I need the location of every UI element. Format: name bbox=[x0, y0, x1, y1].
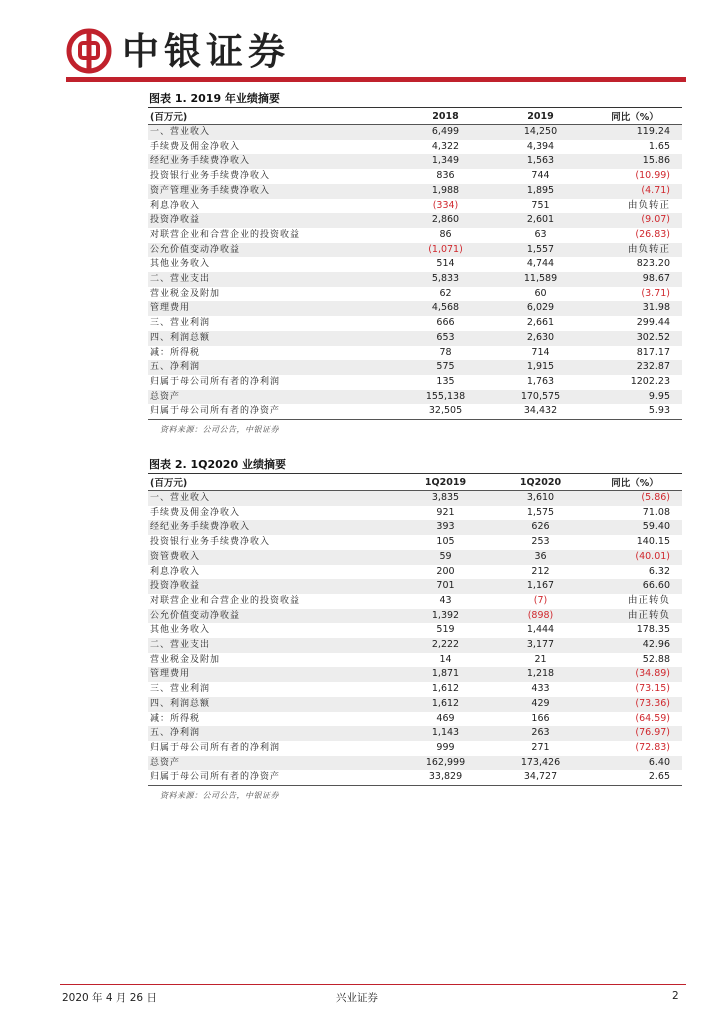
table1 bbox=[148, 108, 682, 420]
row-value-b: 1,557 bbox=[493, 243, 588, 258]
row-value-a: 162,999 bbox=[398, 756, 493, 771]
row-yoy: (72.83) bbox=[635, 741, 670, 753]
row-value-a: 666 bbox=[436, 317, 455, 329]
row-yoy: (73.15) bbox=[635, 683, 670, 695]
row-label: 手续费及佣金净收入 bbox=[150, 141, 241, 152]
row-value-b: 751 bbox=[531, 199, 550, 211]
row-value-b: 36 bbox=[493, 550, 588, 565]
row-label: 一、营业收入 bbox=[148, 491, 398, 506]
row-value-b: 433 bbox=[531, 683, 550, 695]
row-label: 公允价值变动净收益 bbox=[148, 609, 398, 624]
row-value-a: 4,322 bbox=[431, 140, 460, 152]
row-value-b: 1,915 bbox=[493, 360, 588, 375]
row-yoy: 1202.23 bbox=[630, 375, 670, 387]
row-yoy: 1.65 bbox=[648, 140, 670, 152]
table-row bbox=[148, 404, 682, 419]
table-row bbox=[148, 360, 682, 375]
table2-col-b: 1Q2020 bbox=[493, 474, 588, 491]
table2-col-yoy: 同比（%） bbox=[588, 474, 682, 491]
row-yoy: 2.65 bbox=[588, 770, 682, 785]
row-value-b: (7) bbox=[533, 594, 548, 606]
table-row bbox=[148, 770, 682, 785]
table-row bbox=[148, 609, 682, 624]
table-row bbox=[148, 301, 682, 316]
table-row bbox=[148, 243, 682, 258]
row-value-b: 2,630 bbox=[493, 331, 588, 346]
table-row bbox=[148, 594, 682, 609]
header-divider bbox=[66, 77, 686, 82]
row-label: 投资净收益 bbox=[148, 213, 398, 228]
row-yoy: (5.86) bbox=[588, 491, 682, 506]
row-value-b: 6,029 bbox=[493, 301, 588, 316]
table-row bbox=[148, 623, 682, 638]
row-value-a: 393 bbox=[398, 520, 493, 535]
row-value-b: 3,610 bbox=[493, 491, 588, 506]
table1-body bbox=[148, 125, 682, 420]
row-value-a: 3,835 bbox=[398, 491, 493, 506]
row-value-b: 2,601 bbox=[493, 213, 588, 228]
table2-col-unit: (百万元) bbox=[148, 474, 398, 491]
row-value-a: 4,568 bbox=[398, 301, 493, 316]
row-label: 资产管理业务手续费净收入 bbox=[148, 184, 398, 199]
row-value-a: (1,071) bbox=[398, 243, 493, 258]
table2-title: 图表 2. 1Q2020 业绩摘要 bbox=[148, 456, 682, 474]
table-row bbox=[148, 287, 682, 302]
table-row bbox=[148, 638, 682, 653]
table-row bbox=[148, 653, 682, 668]
table-row bbox=[148, 712, 682, 727]
row-label: 归属于母公司所有者的净利润 bbox=[150, 742, 281, 753]
row-value-a: 519 bbox=[436, 624, 455, 636]
table1-title: 图表 1. 2019 年业绩摘要 bbox=[148, 90, 682, 108]
row-yoy: (73.36) bbox=[588, 697, 682, 712]
row-label: 总资产 bbox=[148, 756, 398, 771]
row-value-a: 135 bbox=[436, 375, 455, 387]
row-label: 营业税金及附加 bbox=[150, 654, 221, 665]
table-row bbox=[148, 169, 682, 184]
row-value-a: 1,612 bbox=[431, 683, 460, 695]
row-value-a: 1,349 bbox=[398, 154, 493, 169]
row-value-b: 253 bbox=[531, 536, 550, 548]
row-value-b: 21 bbox=[534, 653, 547, 665]
row-label: 经纪业务手续费净收入 bbox=[148, 520, 398, 535]
row-label: 投资银行业务手续费净收入 bbox=[150, 537, 271, 548]
row-yoy: 由正转负 bbox=[588, 609, 682, 624]
row-value-b: 166 bbox=[531, 712, 550, 724]
footer-center-text: 兴业证券 bbox=[336, 992, 378, 1004]
row-value-b: 173,426 bbox=[493, 756, 588, 771]
row-label: 投资净收益 bbox=[148, 579, 398, 594]
row-value-b: 212 bbox=[531, 565, 550, 577]
table-row bbox=[148, 228, 682, 243]
row-value-b: 1,444 bbox=[526, 624, 555, 636]
row-label: 二、营业支出 bbox=[148, 638, 398, 653]
table-row bbox=[148, 726, 682, 741]
row-value-a: 701 bbox=[398, 579, 493, 594]
row-yoy: 42.96 bbox=[588, 638, 682, 653]
table-row bbox=[148, 125, 682, 140]
row-value-b: 34,727 bbox=[493, 770, 588, 785]
row-value-b: 4,744 bbox=[526, 258, 555, 270]
row-value-a: 514 bbox=[436, 258, 455, 270]
table1-col-unit: (百万元) bbox=[148, 108, 398, 125]
row-yoy: 6.32 bbox=[648, 565, 670, 577]
table1-source: 资料来源：公司公告，中银证券 bbox=[160, 425, 279, 435]
row-value-a: 999 bbox=[436, 741, 455, 753]
row-value-b: 170,575 bbox=[493, 390, 588, 405]
row-value-a: (334) bbox=[432, 199, 459, 211]
row-value-a: 105 bbox=[436, 536, 455, 548]
row-label: 归属于母公司所有者的净资产 bbox=[148, 404, 398, 419]
row-label: 对联营企业和合营企业的投资收益 bbox=[150, 229, 301, 240]
row-yoy: (76.97) bbox=[588, 726, 682, 741]
row-yoy: 52.88 bbox=[642, 653, 670, 665]
row-yoy: 98.67 bbox=[588, 272, 682, 287]
table2-body bbox=[148, 491, 682, 786]
row-value-b: (898) bbox=[493, 609, 588, 624]
table-row bbox=[148, 682, 682, 697]
table2-header-row bbox=[148, 474, 682, 491]
row-label: 投资银行业务手续费净收入 bbox=[150, 171, 271, 182]
row-value-a: 836 bbox=[436, 170, 455, 182]
row-value-b: 744 bbox=[531, 170, 550, 182]
table2-col-a: 1Q2019 bbox=[398, 474, 493, 491]
row-value-a: 6,499 bbox=[398, 125, 493, 140]
row-label: 其他业务收入 bbox=[150, 259, 211, 270]
row-yoy: 71.08 bbox=[642, 506, 670, 518]
row-yoy: 31.98 bbox=[588, 301, 682, 316]
footer-date: 2020 年 4 月 26 日 bbox=[62, 992, 157, 1004]
row-yoy: (9.07) bbox=[588, 213, 682, 228]
table-row bbox=[148, 199, 682, 214]
row-yoy: 178.35 bbox=[636, 624, 670, 636]
row-value-b: 714 bbox=[531, 346, 550, 358]
row-value-b: 1,895 bbox=[493, 184, 588, 199]
table-row bbox=[148, 756, 682, 771]
table-row bbox=[148, 667, 682, 682]
table-row bbox=[148, 550, 682, 565]
row-value-b: 271 bbox=[531, 741, 550, 753]
row-label: 归属于母公司所有者的净资产 bbox=[148, 770, 398, 785]
table-row bbox=[148, 140, 682, 155]
row-label: 二、营业支出 bbox=[148, 272, 398, 287]
row-yoy: 59.40 bbox=[588, 520, 682, 535]
row-label: 五、净利润 bbox=[148, 726, 398, 741]
row-label: 对联营企业和合营企业的投资收益 bbox=[150, 595, 301, 606]
row-yoy: 15.86 bbox=[588, 154, 682, 169]
brand-name: 中银证券 bbox=[122, 29, 290, 73]
page-number: 2 bbox=[672, 990, 679, 1002]
page-header bbox=[66, 26, 686, 82]
table1-section bbox=[148, 90, 682, 435]
table-row bbox=[148, 184, 682, 199]
row-value-a: 78 bbox=[439, 346, 452, 358]
row-yoy: 由负转正 bbox=[588, 243, 682, 258]
table-row bbox=[148, 257, 682, 272]
row-yoy: 817.17 bbox=[636, 346, 670, 358]
row-value-a: 155,138 bbox=[398, 390, 493, 405]
row-yoy: (3.71) bbox=[641, 287, 670, 299]
row-yoy: (26.83) bbox=[635, 228, 670, 240]
row-value-a: 1,612 bbox=[398, 697, 493, 712]
table-row bbox=[148, 506, 682, 521]
row-value-a: 14 bbox=[439, 653, 452, 665]
row-value-a: 575 bbox=[398, 360, 493, 375]
row-yoy: 6.40 bbox=[588, 756, 682, 771]
row-value-a: 33,829 bbox=[398, 770, 493, 785]
row-label: 归属于母公司所有者的净利润 bbox=[150, 376, 281, 387]
table-row bbox=[148, 565, 682, 580]
row-value-b: 263 bbox=[493, 726, 588, 741]
table-row bbox=[148, 213, 682, 228]
row-label: 利息净收入 bbox=[150, 200, 201, 211]
row-label: 利息净收入 bbox=[150, 566, 201, 577]
row-yoy: 232.87 bbox=[588, 360, 682, 375]
row-label: 手续费及佣金净收入 bbox=[150, 507, 241, 518]
row-value-b: 1,575 bbox=[526, 506, 555, 518]
row-label: 五、净利润 bbox=[148, 360, 398, 375]
row-value-b: 60 bbox=[534, 287, 547, 299]
table1-col-yoy: 同比（%） bbox=[588, 108, 682, 125]
row-label: 减：所得税 bbox=[150, 347, 201, 358]
row-value-b: 626 bbox=[493, 520, 588, 535]
row-label: 经纪业务手续费净收入 bbox=[148, 154, 398, 169]
row-value-a: 1,871 bbox=[398, 667, 493, 682]
row-label: 四、利润总额 bbox=[148, 697, 398, 712]
row-value-b: 1,167 bbox=[493, 579, 588, 594]
row-value-a: 62 bbox=[439, 287, 452, 299]
row-value-b: 1,218 bbox=[493, 667, 588, 682]
row-label: 营业税金及附加 bbox=[150, 288, 221, 299]
row-yoy: 299.44 bbox=[636, 317, 670, 329]
table2 bbox=[148, 474, 682, 786]
row-yoy: 66.60 bbox=[588, 579, 682, 594]
row-label: 三、营业利润 bbox=[150, 684, 211, 695]
row-yoy: 119.24 bbox=[588, 125, 682, 140]
row-value-a: 921 bbox=[436, 506, 455, 518]
table2-section bbox=[148, 456, 682, 801]
table-row bbox=[148, 390, 682, 405]
row-yoy: 5.93 bbox=[588, 404, 682, 419]
row-value-a: 86 bbox=[439, 228, 452, 240]
table-row bbox=[148, 272, 682, 287]
row-value-b: 14,250 bbox=[493, 125, 588, 140]
row-value-b: 4,394 bbox=[526, 140, 555, 152]
table-row bbox=[148, 316, 682, 331]
row-label: 减：所得税 bbox=[150, 713, 201, 724]
row-value-b: 1,563 bbox=[493, 154, 588, 169]
row-yoy: 由正转负 bbox=[627, 594, 670, 606]
table-row bbox=[148, 491, 682, 506]
row-value-b: 1,763 bbox=[526, 375, 555, 387]
row-label: 管理费用 bbox=[148, 301, 398, 316]
row-value-b: 429 bbox=[493, 697, 588, 712]
table-row bbox=[148, 375, 682, 390]
row-yoy: (10.99) bbox=[635, 170, 670, 182]
table1-header-row bbox=[148, 108, 682, 125]
row-value-b: 2,661 bbox=[526, 317, 555, 329]
row-value-a: 2,860 bbox=[398, 213, 493, 228]
row-value-a: 32,505 bbox=[398, 404, 493, 419]
row-yoy: 823.20 bbox=[636, 258, 670, 270]
row-label: 公允价值变动净收益 bbox=[148, 243, 398, 258]
row-value-a: 5,833 bbox=[398, 272, 493, 287]
row-label: 资管费收入 bbox=[148, 550, 398, 565]
table-row bbox=[148, 579, 682, 594]
row-yoy: 302.52 bbox=[588, 331, 682, 346]
table1-col-b: 2019 bbox=[493, 108, 588, 125]
table-row bbox=[148, 331, 682, 346]
row-value-a: 469 bbox=[436, 712, 455, 724]
row-yoy: (40.01) bbox=[588, 550, 682, 565]
table-row bbox=[148, 741, 682, 756]
table-row bbox=[148, 520, 682, 535]
row-value-a: 59 bbox=[398, 550, 493, 565]
row-yoy: 9.95 bbox=[588, 390, 682, 405]
row-label: 管理费用 bbox=[148, 667, 398, 682]
table1-col-a: 2018 bbox=[398, 108, 493, 125]
table2-source: 资料来源：公司公告，中银证券 bbox=[160, 791, 279, 801]
row-value-b: 34,432 bbox=[493, 404, 588, 419]
row-yoy: (64.59) bbox=[635, 712, 670, 724]
table-row bbox=[148, 154, 682, 169]
row-value-a: 653 bbox=[398, 331, 493, 346]
row-yoy: 由负转正 bbox=[627, 199, 670, 211]
row-value-a: 1,143 bbox=[398, 726, 493, 741]
row-label: 其他业务收入 bbox=[150, 625, 211, 636]
table-row bbox=[148, 346, 682, 361]
row-yoy: (34.89) bbox=[588, 667, 682, 682]
row-value-a: 43 bbox=[439, 594, 452, 606]
row-value-a: 1,988 bbox=[398, 184, 493, 199]
row-label: 四、利润总额 bbox=[148, 331, 398, 346]
bank-of-china-logo-icon bbox=[66, 28, 112, 74]
row-label: 总资产 bbox=[148, 390, 398, 405]
row-yoy: 140.15 bbox=[636, 536, 670, 548]
row-value-b: 11,589 bbox=[493, 272, 588, 287]
footer-divider bbox=[60, 984, 686, 985]
row-value-a: 1,392 bbox=[398, 609, 493, 624]
row-yoy: (4.71) bbox=[588, 184, 682, 199]
row-label: 一、营业收入 bbox=[148, 125, 398, 140]
row-value-a: 200 bbox=[436, 565, 455, 577]
row-value-a: 2,222 bbox=[398, 638, 493, 653]
row-value-b: 3,177 bbox=[493, 638, 588, 653]
row-value-b: 63 bbox=[534, 228, 547, 240]
table-row bbox=[148, 535, 682, 550]
row-label: 三、营业利润 bbox=[150, 318, 211, 329]
table-row bbox=[148, 697, 682, 712]
